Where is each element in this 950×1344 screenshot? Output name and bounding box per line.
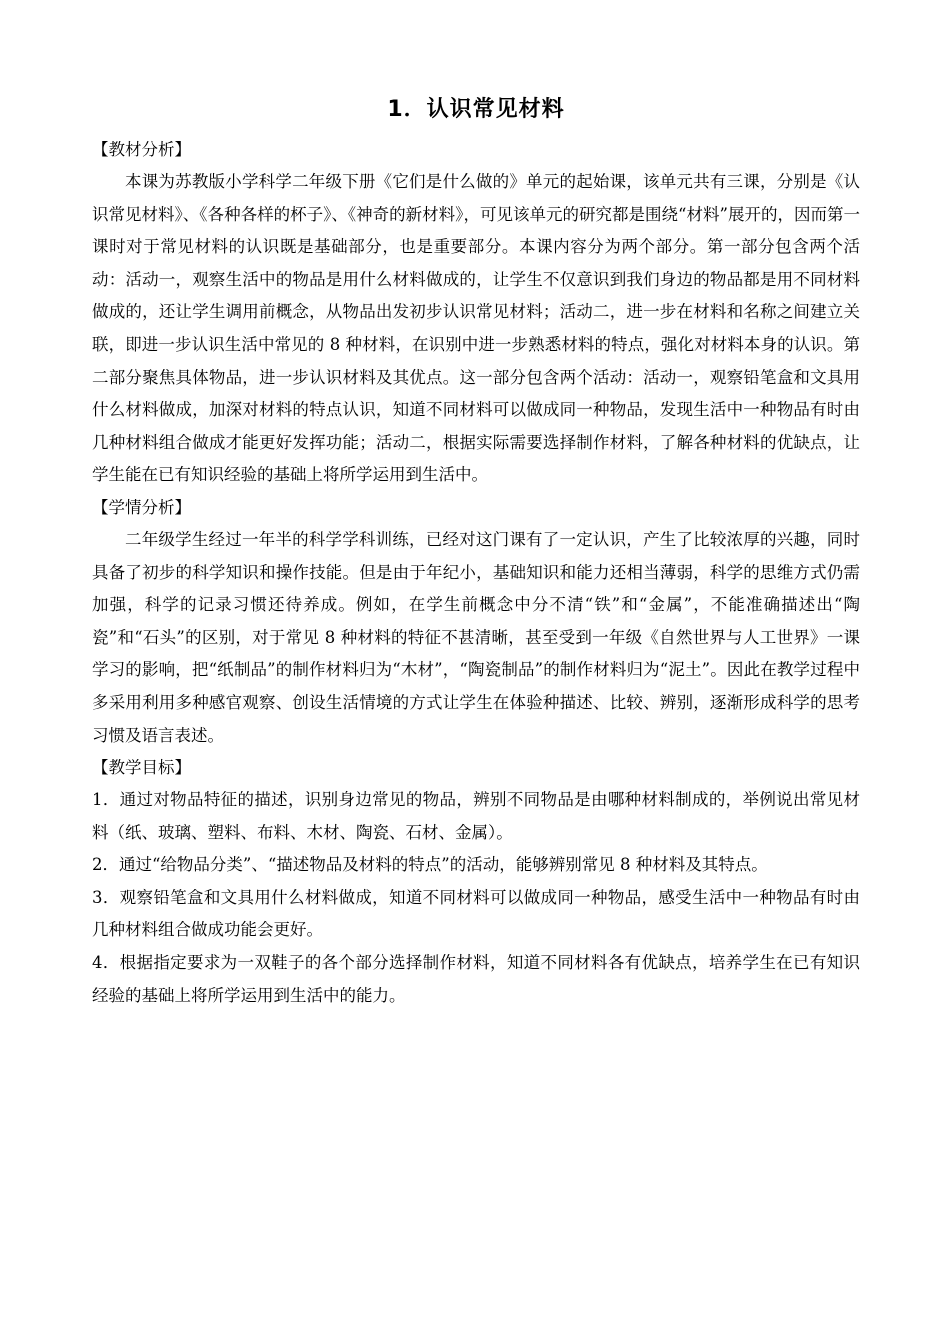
- section-paragraph: 本课为苏教版小学科学二年级下册《它们是什么做的》单元的起始课，该单元共有三课，分别是《认识常见材料》、《各种各样的杯子》、《神奇的新材料》，可见该单元的研究都是围绕“材料”展开的，因而第一课时对于常见材料的认识既是基础部分，也是重要部分。本课内容分为两个部分。第一部分包含两个活动：活动一，观察生活中的物品是用什么材料做成的，让学生不仅意识到我们身边的物品都是用不同材料做成的，还让学生调用前概念，从物品出发初步认识常见材料；活动二，进一步在材料和名称之间建立关联，即进一步认识生活中常见的 8 种材料，在识别中进一步熟悉材料的特点，强化对材料本身的认识。第二部分聚焦具体物品，进一步认识材料及其优点。这一部分包含两个活动：活动一，观察铅笔盒和文具用什么材料做成，加深对材料的特点认识，知道不同材料可以做成同一种物品，发现生活中一种物品有时由几种材料组合做成才能更好发挥功能；活动二，根据实际需要选择制作材料，了解各种材料的优缺点，让学生能在已有知识经验的基础上将所学运用到生活中。: [92, 172, 860, 485]
- goal-item: 4．根据指定要求为一双鞋子的各个部分选择制作材料，知道不同材料各有优缺点，培养学生在已有知识经验的基础上将所学运用到生活中的能力。: [92, 953, 860, 1005]
- section-student-analysis: [92, 492, 860, 752]
- section-textbook-analysis: [92, 134, 860, 492]
- section-heading: 【教材分析】: [92, 140, 191, 159]
- goal-item: 1．通过对物品特征的描述，识别身边常见的物品，辨别不同物品是由哪种材料制成的，举例说出常见材料（纸、玻璃、塑料、布料、木材、陶瓷、石材、金属）。: [92, 790, 860, 842]
- section-paragraph: 二年级学生经过一年半的科学学科训练，已经对这门课有了一定认识，产生了比较浓厚的兴趣，同时具备了初步的科学知识和操作技能。但是由于年纪小，基础知识和能力还相当薄弱，科学的思维方式仍需加强，科学的记录习惯还待养成。例如，在学生前概念中分不清“铁”和“金属”，不能准确描述出“陶瓷”和“石头”的区别，对于常见 8 种材料的特征不甚清晰，甚至受到一年级《自然世界与人工世界》一课学习的影响，把“纸制品”的制作材料归为“木材”，“陶瓷制品”的制作材料归为“泥土”。因此在教学过程中多采用利用多种感官观察、创设生活情境的方式让学生在体验种描述、比较、辨别，逐渐形成科学的思考习惯及语言表述。: [92, 529, 860, 745]
- document-title: 1．认识常见材料: [387, 97, 565, 122]
- document-page: [92, 92, 860, 1012]
- section-heading: 【教学目标】: [92, 758, 191, 778]
- section-heading: 【学情分析】: [92, 497, 191, 517]
- section-teaching-goals: [92, 752, 860, 1012]
- goal-item: 2．通过“给物品分类”、“描述物品及材料的特点”的活动，能够辨别常见 8 种材料及其特点。: [92, 855, 768, 875]
- goal-item: 3．观察铅笔盒和文具用什么材料做成，知道不同材料可以做成同一种物品，感受生活中一种物品有时由几种材料组合做成功能会更好。: [92, 887, 860, 940]
